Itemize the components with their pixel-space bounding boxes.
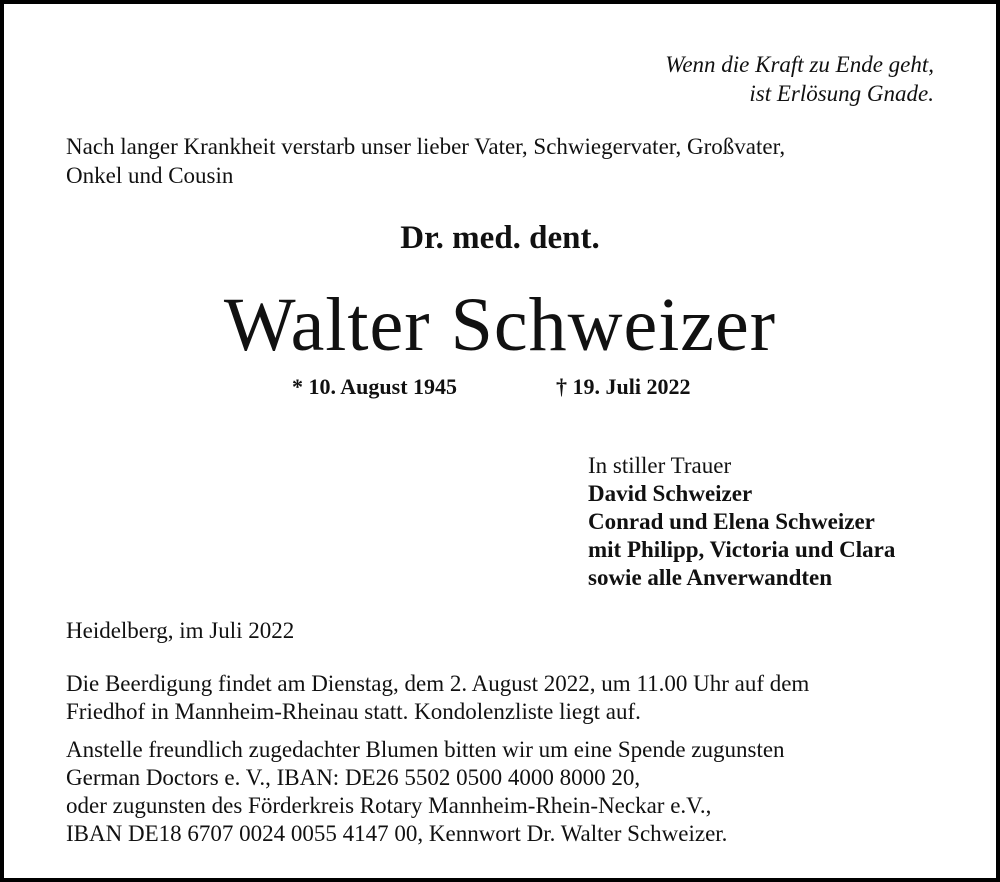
intro-line: Nach langer Krankheit verstarb unser lieber Vater, Schwiegervater, Großvater,: [66, 134, 786, 159]
motto-line: Wenn die Kraft zu Ende geht,: [665, 52, 934, 77]
funeral-line: Die Beerdigung findet am Dienstag, dem 2. August 2022, um 11.00 Uhr auf dem: [66, 671, 810, 696]
mourner-name: Conrad und Elena Schweizer: [588, 509, 875, 534]
mourners-intro: In stiller Trauer: [588, 453, 732, 478]
donation-line: Anstelle freundlich zugedachter Blumen bitten wir um eine Spende zugunsten: [66, 737, 785, 762]
funeral-line: Friedhof in Mannheim-Rheinau statt. Kondolenzliste liegt auf.: [66, 699, 641, 724]
donation-line: German Doctors e. V., IBAN: DE26 5502 0500 4000 8000 20,: [66, 765, 641, 790]
mourner-name: David Schweizer: [588, 481, 753, 506]
death-date: † 19. Juli 2022: [556, 374, 691, 399]
birth-date: * 10. August 1945: [292, 374, 458, 399]
motto-quote: [4, 50, 934, 108]
mourner-name: mit Philipp, Victoria und Clara: [588, 537, 896, 562]
donation-info: [66, 736, 785, 848]
intro-text: [66, 132, 785, 190]
mourners-block: [588, 452, 895, 592]
motto-line: ist Erlösung Gnade.: [749, 81, 934, 106]
funeral-info: [66, 670, 809, 726]
intro-line: Onkel und Cousin: [66, 163, 234, 188]
deceased-name: Walter Schweizer: [223, 283, 777, 367]
place-date: Heidelberg, im Juli 2022: [66, 618, 295, 643]
donation-line: oder zugunsten des Förderkreis Rotary Mannheim-Rhein-Neckar e.V.,: [66, 793, 712, 818]
donation-line: IBAN DE18 6707 0024 0055 4147 00, Kennwort Dr. Walter Schweizer.: [66, 821, 728, 846]
mourner-name: sowie alle Anverwandten: [588, 565, 833, 590]
academic-title: Dr. med. dent.: [400, 220, 600, 256]
